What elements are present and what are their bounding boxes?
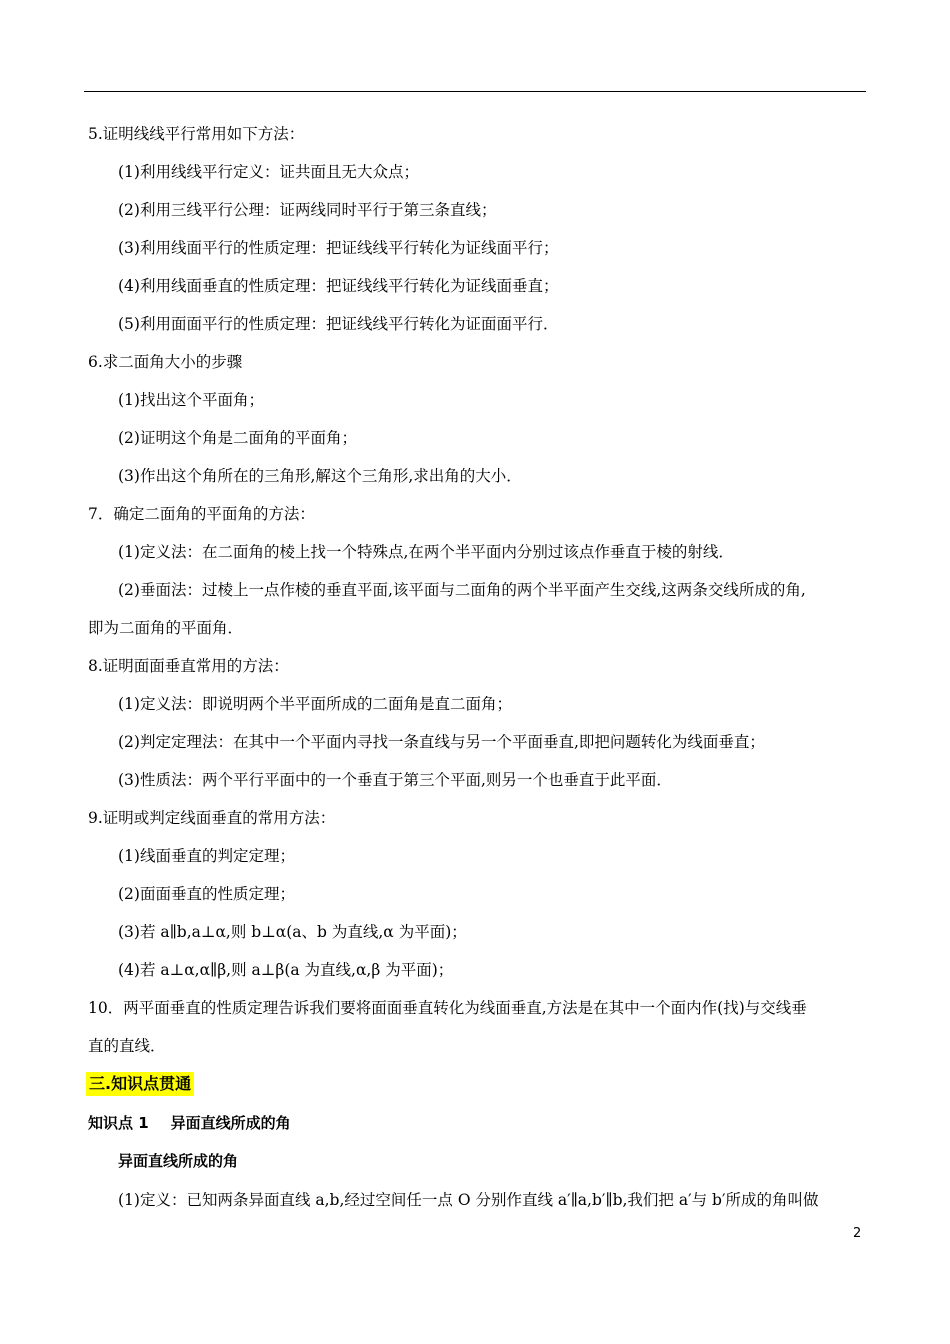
header-rule [84,91,866,92]
definition-line: (1)定义：已知两条异面直线 a,b,经过空间任一点 O 分别作直线 a′∥a,b′∥b,我们把 a′与 b′所成的角叫做 [118,1191,819,1209]
item-7-2-cont: 即为二面角的平面角． [88,619,244,637]
item-5-5: (5)利用面面平行的性质定理：把证线线平行转化为证面面平行． [118,315,559,333]
item-9-4: (4)若 a⊥α,α∥β,则 a⊥β(a 为直线,α,β 为平面)； [118,961,454,979]
item-10: 10．两平面垂直的性质定理告诉我们要将面面垂直转化为线面垂直,方法是在其中一个面内作(找)与交线垂 [88,999,807,1017]
item-9-1: (1)线面垂直的判定定理； [118,847,295,865]
item-6-1: (1)找出这个平面角； [118,391,264,409]
item-9-3: (3)若 a∥b,a⊥α,则 b⊥α(a、b 为直线,α 为平面)； [118,923,467,941]
item-10-cont: 直的直线． [88,1037,166,1055]
item-7-1: (1)定义法：在二面角的棱上找一个特殊点,在两个半平面内分别过该点作垂直于棱的射线． [118,543,734,561]
knowledge-point-heading [88,1113,291,1133]
item-5-2: (2)利用三线平行公理：证两线同时平行于第三条直线； [118,201,497,219]
item-6-2: (2)证明这个角是二面角的平面角； [118,429,357,447]
item-5-1: (1)利用线线平行定义：证共面且无大众点； [118,163,419,181]
item-6-3: (3)作出这个角所在的三角形,解这个三角形,求出角的大小． [118,467,522,485]
item-8-1: (1)定义法：即说明两个半平面所成的二面角是直二面角； [118,695,512,713]
page-number: 2 [853,1226,862,1241]
item-7-2: (2)垂面法：过棱上一点作棱的垂直平面,该平面与二面角的两个半平面产生交线,这两条交线所成的角, [118,581,806,599]
item-5-3: (3)利用线面平行的性质定理：把证线线平行转化为证线面平行； [118,239,559,257]
kp-label: 知识点 1 [88,1114,149,1132]
item-8-2: (2)判定定理法：在其中一个平面内寻找一条直线与另一个平面垂直,即把问题转化为线面垂直； [118,733,765,751]
kp-title: 异面直线所成的角 [170,1114,291,1132]
section-heading: 三.知识点贯通 [86,1072,194,1096]
item-5-4: (4)利用线面垂直的性质定理：把证线线平行转化为证线面垂直； [118,277,559,295]
item-5-heading: 5.证明线线平行常用如下方法： [88,125,305,143]
kp-subheading: 异面直线所成的角 [118,1152,239,1170]
item-9-heading: 9.证明或判定线面垂直的常用方法： [88,809,336,827]
item-8-3: (3)性质法：两个平行平面中的一个垂直于第三个平面,则另一个也垂直于此平面． [118,771,672,789]
item-6-heading: 6.求二面角大小的步骤 [88,353,243,371]
item-7-heading: 7．确定二面角的平面角的方法： [88,505,315,523]
item-8-heading: 8.证明面面垂直常用的方法： [88,657,289,675]
item-9-2: (2)面面垂直的性质定理； [118,885,295,903]
